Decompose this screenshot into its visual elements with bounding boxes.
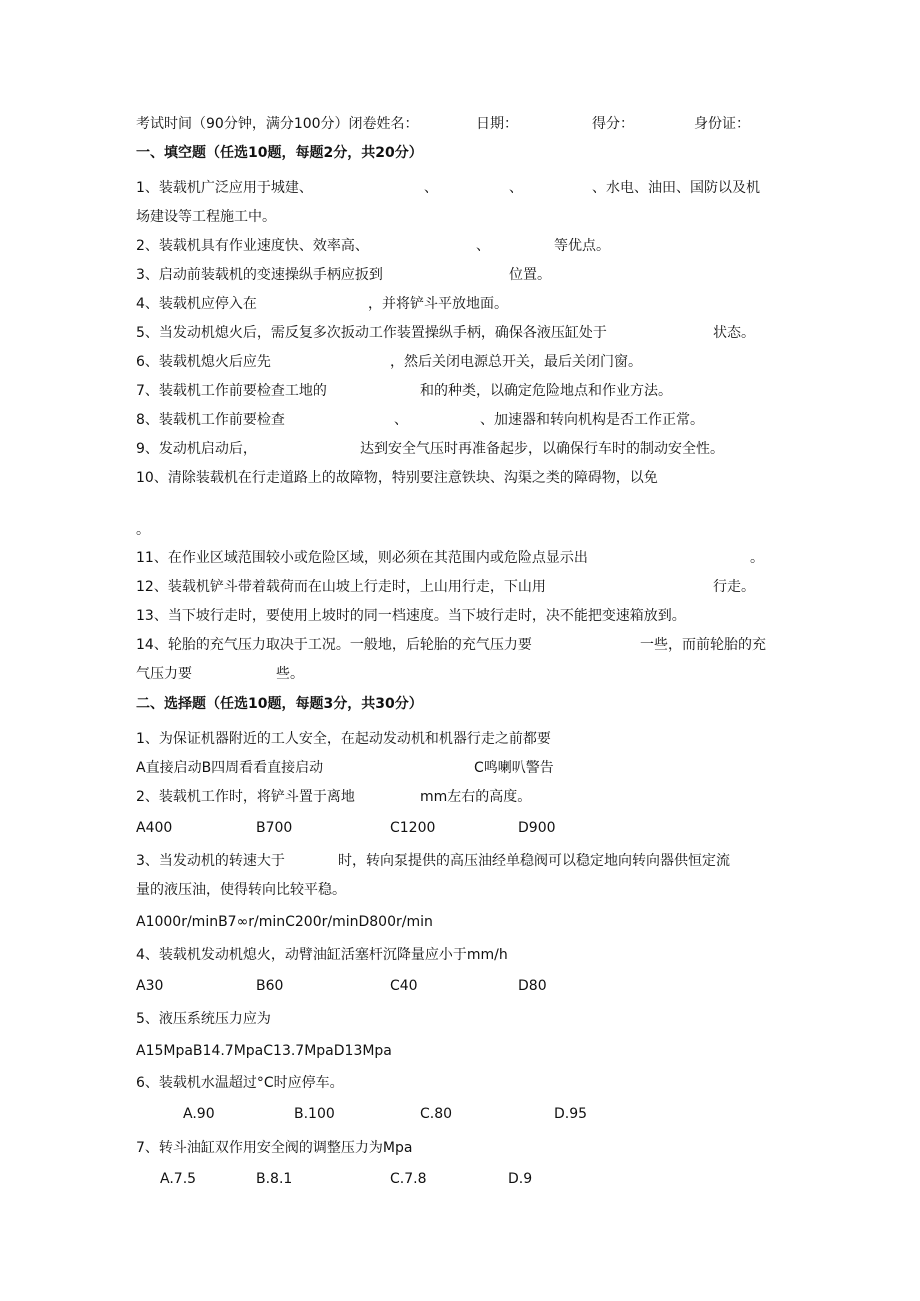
- header-score: 得分：: [592, 116, 634, 132]
- fill-q8-sep: 、: [394, 412, 408, 428]
- fill-q1-sep2: 、: [509, 180, 523, 196]
- fill-q5-text: 5、当发动机熄火后，需反复多次扳动工作装置操纵手柄，确保各液压缸处于: [136, 325, 607, 341]
- choice-q1-option-ab: A直接启动B四周看看直接启动: [136, 760, 324, 776]
- fill-q9-tail: 达到安全气压时再准备起步，以确保行车时的制动安全性。: [360, 441, 724, 457]
- header-time: 考试时间（90分钟，满分100分）闭卷姓名：: [136, 116, 419, 132]
- fill-q3-text: 3、启动前装载机的变速操纵手柄应扳到: [136, 267, 383, 283]
- choice-option: C1200: [390, 820, 436, 836]
- fill-q1-text: 1、装载机广泛应用于城建、: [136, 180, 313, 196]
- choice-q4: 4、装载机发动机熄火，动臂油缸活塞杆沉降量应小于mm/h: [136, 947, 508, 963]
- choice-q1: 1、为保证机器附近的工人安全，在起动发动机和机器行走之前都要: [136, 731, 551, 747]
- fill-q9-text: 9、发动机启动后，: [136, 441, 257, 457]
- choice-q6: 6、装载机水温超过°C时应停车。: [136, 1075, 344, 1091]
- choice-option: A400: [136, 820, 173, 836]
- choice-option: B.100: [294, 1106, 335, 1122]
- fill-q1-cont: 场建设等工程施工中。: [136, 209, 276, 225]
- fill-q10-end: 。: [136, 522, 150, 538]
- choice-q5: 5、液压系统压力应为: [136, 1011, 271, 1027]
- section2-title: 二、选择题（任选10题，每题3分，共30分）: [136, 696, 423, 712]
- fill-q11-tail: 。: [750, 550, 764, 566]
- choice-q3-cont: 量的液压油，使得转向比较平稳。: [136, 882, 346, 898]
- fill-q14-text: 14、轮胎的充气压力取决于工况。一般地，后轮胎的充气压力要: [136, 637, 532, 653]
- choice-option: A.90: [183, 1106, 215, 1122]
- choice-option: C.7.8: [390, 1171, 427, 1187]
- fill-q8-text: 8、装载机工作前要检查: [136, 412, 285, 428]
- fill-q2-tail: 等优点。: [554, 238, 610, 254]
- fill-q14-tail: 些。: [276, 666, 304, 682]
- choice-option: B700: [256, 820, 293, 836]
- fill-q4-text: 4、装载机应停入在: [136, 296, 257, 312]
- fill-q2-text: 2、装载机具有作业速度快、效率高、: [136, 238, 369, 254]
- fill-q4-tail: ，并将铲斗平放地面。: [368, 296, 508, 312]
- fill-q6-text: 6、装载机熄火后应先: [136, 354, 271, 370]
- header-date: 日期：: [476, 116, 518, 132]
- fill-q14-text2: 气压力要: [136, 666, 192, 682]
- choice-option: A30: [136, 978, 164, 994]
- choice-option: D.9: [508, 1171, 533, 1187]
- fill-q7-text: 7、装载机工作前要检查工地的: [136, 383, 327, 399]
- choice-option: D.95: [554, 1106, 588, 1122]
- fill-q2-sep: 、: [476, 238, 490, 254]
- choice-q3-tail: 时，转向泵提供的高压油经单稳阀可以稳定地向转向器供恒定流: [338, 853, 730, 869]
- choice-option: C40: [390, 978, 418, 994]
- fill-q12-tail: 行走。: [713, 579, 755, 595]
- section1-title: 一、填空题（任选10题，每题2分，共20分）: [136, 145, 423, 161]
- choice-q3-options: A1000r/minB7∞r/minC200r/minD800r/min: [136, 914, 433, 930]
- choice-option: D80: [518, 978, 547, 994]
- choice-q5-options: A15MpaB14.7MpaC13.7MpaD13Mpa: [136, 1043, 392, 1059]
- fill-q5-tail: 状态。: [713, 325, 755, 341]
- choice-option: D900: [518, 820, 556, 836]
- fill-q6-tail: ，然后关闭电源总开关，最后关闭门窗。: [390, 354, 642, 370]
- choice-option: A.7.5: [160, 1171, 197, 1187]
- choice-q2-text: 2、装载机工作时，将铲斗置于离地: [136, 789, 355, 805]
- fill-q12-text: 12、装载机铲斗带着载荷而在山坡上行走时，上山用行走，下山用: [136, 579, 546, 595]
- fill-q13: 13、当下坡行走时，要使用上坡时的同一档速度。当下坡行走时，决不能把变速箱放到。: [136, 608, 686, 624]
- choice-q2-tail: mm左右的高度。: [420, 789, 532, 805]
- header-id: 身份证：: [694, 116, 750, 132]
- choice-option: B60: [256, 978, 284, 994]
- fill-q7-tail: 和的种类，以确定危险地点和作业方法。: [420, 383, 672, 399]
- fill-q11-text: 11、在作业区域范围较小或危险区域，则必须在其范围内或危险点显示出: [136, 550, 588, 566]
- fill-q1-sep1: 、: [424, 180, 438, 196]
- choice-option: B.8.1: [256, 1171, 293, 1187]
- choice-q7: 7、转斗油缸双作用安全阀的调整压力为Mpa: [136, 1140, 413, 1156]
- fill-q3-tail: 位置。: [509, 267, 551, 283]
- choice-option: C.80: [420, 1106, 453, 1122]
- fill-q1-tail: 、水电、油田、国防以及机: [592, 180, 760, 196]
- fill-q14-mid: 一些，而前轮胎的充: [640, 637, 766, 653]
- choice-q1-option-c: C鸣喇叭警告: [474, 760, 554, 776]
- fill-q8-tail: 、加速器和转向机构是否工作正常。: [480, 412, 704, 428]
- fill-q10: 10、清除装载机在行走道路上的故障物，特别要注意铁块、沟渠之类的障碍物，以免: [136, 470, 658, 486]
- choice-q3-text: 3、当发动机的转速大于: [136, 853, 285, 869]
